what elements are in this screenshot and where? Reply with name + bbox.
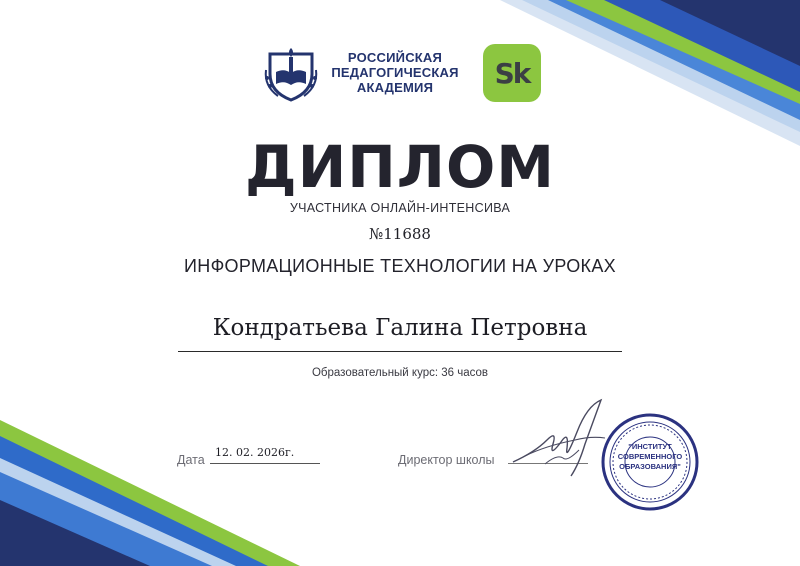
academy-name [330, 50, 460, 95]
diploma-subtitle: УЧАСТНИКА ОНЛАЙН-ИНТЕНСИВА [289, 201, 511, 215]
academy-name-line1: РОССИЙСКАЯ [347, 50, 443, 65]
director-label: Директор школы [398, 453, 495, 467]
partner-logo-text: Sk [494, 57, 530, 90]
stamp-text [600, 442, 700, 472]
date-value: 12. 02. 2026г. [215, 446, 295, 459]
seal-stamp-icon [600, 412, 700, 512]
stamp-line2: СОВРЕМЕННОГО [617, 452, 683, 461]
course-name: ИНФОРМАЦИОННЫЕ ТЕХНОЛОГИИ НА УРОКАХ [184, 256, 616, 276]
name-underline [178, 351, 622, 352]
date-underline [210, 463, 320, 464]
academy-name-line3: АКАДЕМИЯ [356, 80, 434, 95]
stamp-line1: "ИНСТИТУТ [628, 442, 672, 451]
date-label: Дата [177, 453, 205, 467]
skolkovo-logo-icon [483, 44, 541, 102]
stamp-line3: ОБРАЗОВАНИЯ" [619, 462, 681, 471]
torch-book-laurel-icon [258, 40, 324, 106]
academy-logo [258, 40, 459, 106]
course-hours: Образовательный курс: 36 часов [311, 367, 489, 379]
diploma-number: №11688 [369, 225, 431, 243]
recipient-name: Кондратьева Галина Петровна [212, 315, 588, 341]
academy-name-line2: ПЕДАГОГИЧЕСКАЯ [331, 65, 459, 80]
diploma-title: ДИПЛОМ [245, 133, 555, 201]
signature-icon [505, 392, 615, 482]
